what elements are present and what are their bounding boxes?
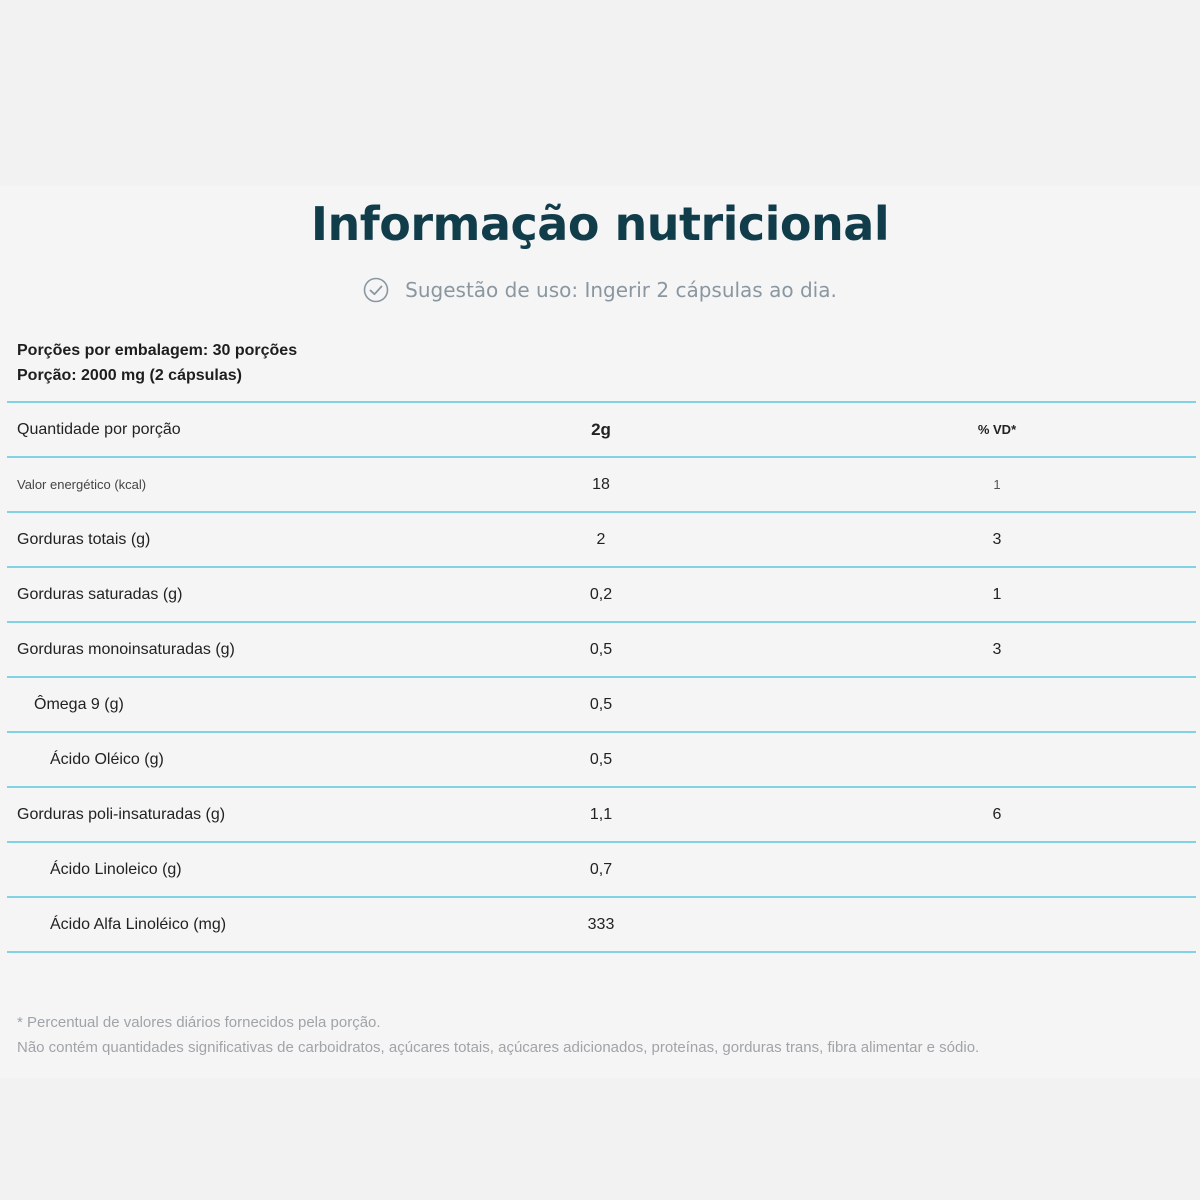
table-row xyxy=(7,511,1196,566)
table-row xyxy=(7,786,1196,841)
footnote-daily-values: * Percentual de valores diários fornecidos pela porção. xyxy=(17,1014,381,1031)
table-row xyxy=(7,731,1196,786)
nutrient-vd xyxy=(897,733,1097,786)
table-row xyxy=(7,456,1196,511)
nutrient-name: Gorduras saturadas (g) xyxy=(17,585,183,603)
header-name: Quantidade por porção xyxy=(17,420,181,438)
nutrient-name: Gorduras poli-insaturadas (g) xyxy=(17,805,226,823)
nutrient-name: Gorduras totais (g) xyxy=(17,530,151,548)
nutrient-vd: 1 xyxy=(992,585,1002,603)
header-vd: % VD* xyxy=(977,422,1017,437)
portion-size: Porção: 2000 mg (2 cápsulas) xyxy=(17,367,242,384)
nutrient-name: Ácido Alfa Linoléico (mg) xyxy=(50,915,227,933)
nutrient-name: Ômega 9 (g) xyxy=(34,695,124,713)
nutrition-table xyxy=(7,401,1196,953)
nutrient-qty: 2 xyxy=(596,530,606,548)
nutrient-qty: 0,2 xyxy=(589,585,613,603)
table-row xyxy=(7,621,1196,676)
nutrient-vd: 1 xyxy=(993,477,1001,492)
table-row xyxy=(7,841,1196,896)
nutrient-qty: 0,7 xyxy=(589,860,613,878)
usage-suggestion-text: Sugestão de uso: Ingerir 2 cápsulas ao dia. xyxy=(405,278,837,302)
nutrient-name: Valor energético (kcal) xyxy=(17,477,147,492)
nutrient-vd: 3 xyxy=(992,640,1002,658)
nutrient-name: Ácido Linoleico (g) xyxy=(50,860,182,878)
usage-suggestion xyxy=(0,276,1200,304)
footnote-not-significant: Não contém quantidades significativas de carboidratos, açúcares totais, açúcares adicionados, proteínas, gorduras trans, fibra alimentar e sódio. xyxy=(17,1039,980,1056)
table-row xyxy=(7,676,1196,731)
nutrient-qty: 0,5 xyxy=(589,750,613,768)
nutrient-vd: 3 xyxy=(992,530,1002,548)
page-title: Informação nutricional xyxy=(310,197,890,251)
table-row xyxy=(7,896,1196,953)
check-circle-icon xyxy=(363,277,389,303)
header-qty: 2g xyxy=(591,419,611,439)
nutrient-qty: 333 xyxy=(587,915,615,933)
nutrient-vd: 6 xyxy=(992,805,1002,823)
nutrient-qty: 18 xyxy=(592,475,610,493)
table-header-row xyxy=(7,401,1196,456)
nutrient-vd xyxy=(897,898,1097,951)
nutrient-qty: 1,1 xyxy=(589,805,613,823)
servings-per-package: Porções por embalagem: 30 porções xyxy=(17,342,298,359)
nutrient-vd xyxy=(897,843,1097,896)
footnotes xyxy=(17,1010,979,1060)
nutrient-qty: 0,5 xyxy=(589,640,613,658)
table-row xyxy=(7,566,1196,621)
portion-info xyxy=(17,338,297,388)
nutrient-qty: 0,5 xyxy=(589,695,613,713)
nutrient-vd xyxy=(897,678,1097,731)
nutrient-name: Ácido Oléico (g) xyxy=(50,750,164,768)
nutrient-name: Gorduras monoinsaturadas (g) xyxy=(17,640,235,658)
